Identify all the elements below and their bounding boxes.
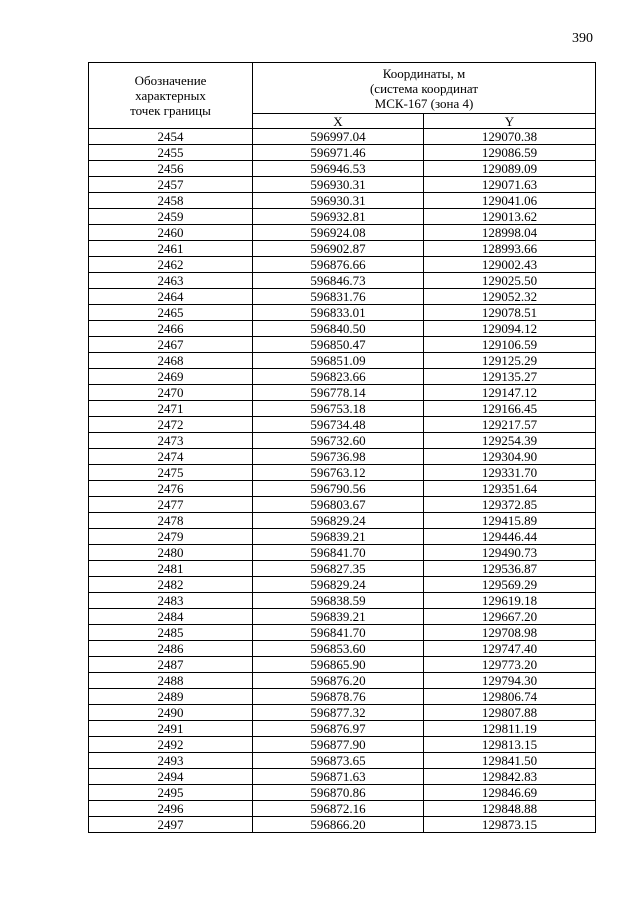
point-id-cell: 2490 — [89, 705, 253, 721]
y-coordinate-cell: 129747.40 — [424, 641, 596, 657]
table-row — [89, 753, 596, 769]
y-coordinate-cell: 129147.12 — [424, 385, 596, 401]
table-row — [89, 561, 596, 577]
x-coordinate-cell: 596829.24 — [253, 513, 424, 529]
x-coordinate-cell: 596971.46 — [253, 145, 424, 161]
point-id-cell: 2494 — [89, 769, 253, 785]
table-row — [89, 273, 596, 289]
point-id-cell: 2473 — [89, 433, 253, 449]
point-id-cell: 2463 — [89, 273, 253, 289]
point-id-cell: 2497 — [89, 817, 253, 833]
y-coordinate-cell: 129254.39 — [424, 433, 596, 449]
coords-header-line: МСК-167 (зона 4) — [374, 95, 474, 111]
y-coordinate-cell: 129070.38 — [424, 129, 596, 145]
y-coordinate-cell: 129619.18 — [424, 593, 596, 609]
y-coordinate-cell: 129106.59 — [424, 337, 596, 353]
x-coordinate-cell: 596870.86 — [253, 785, 424, 801]
table-row — [89, 417, 596, 433]
x-coordinate-cell: 596838.59 — [253, 593, 424, 609]
y-coordinate-cell: 129446.44 — [424, 529, 596, 545]
point-id-cell: 2454 — [89, 129, 253, 145]
y-coordinate-cell: 129135.27 — [424, 369, 596, 385]
x-coordinate-cell: 596866.20 — [253, 817, 424, 833]
coords-header-line: Координаты, м — [382, 65, 466, 81]
y-coordinate-cell: 129811.19 — [424, 721, 596, 737]
x-column-header: X — [253, 114, 424, 129]
point-id-cell: 2477 — [89, 497, 253, 513]
table-row — [89, 401, 596, 417]
point-id-cell: 2456 — [89, 161, 253, 177]
y-coordinate-cell: 129166.45 — [424, 401, 596, 417]
point-id-cell: 2480 — [89, 545, 253, 561]
y-coordinate-cell: 129773.20 — [424, 657, 596, 673]
x-coordinate-cell: 596823.66 — [253, 369, 424, 385]
x-coordinate-cell: 596734.48 — [253, 417, 424, 433]
x-coordinate-cell: 596930.31 — [253, 193, 424, 209]
point-id-cell: 2474 — [89, 449, 253, 465]
table-row — [89, 465, 596, 481]
y-coordinate-cell: 129331.70 — [424, 465, 596, 481]
point-id-cell: 2471 — [89, 401, 253, 417]
point-id-cell: 2464 — [89, 289, 253, 305]
x-coordinate-cell: 596839.21 — [253, 529, 424, 545]
x-coordinate-cell: 596850.47 — [253, 337, 424, 353]
x-coordinate-cell: 596803.67 — [253, 497, 424, 513]
point-id-cell: 2485 — [89, 625, 253, 641]
x-coordinate-cell: 596876.97 — [253, 721, 424, 737]
point-id-cell: 2467 — [89, 337, 253, 353]
y-coordinate-cell: 129667.20 — [424, 609, 596, 625]
x-coordinate-cell: 596876.66 — [253, 257, 424, 273]
y-coordinate-cell: 129071.63 — [424, 177, 596, 193]
y-coordinate-cell: 128993.66 — [424, 241, 596, 257]
x-coordinate-cell: 596902.87 — [253, 241, 424, 257]
point-id-cell: 2486 — [89, 641, 253, 657]
point-id-cell: 2484 — [89, 609, 253, 625]
x-coordinate-cell: 596853.60 — [253, 641, 424, 657]
table-row — [89, 817, 596, 833]
y-coordinate-cell: 129002.43 — [424, 257, 596, 273]
y-coordinate-cell: 129569.29 — [424, 577, 596, 593]
table-row — [89, 609, 596, 625]
point-id-cell: 2470 — [89, 385, 253, 401]
x-coordinate-cell: 596932.81 — [253, 209, 424, 225]
y-coordinate-cell: 129372.85 — [424, 497, 596, 513]
point-id-cell: 2455 — [89, 145, 253, 161]
x-coordinate-cell: 596736.98 — [253, 449, 424, 465]
point-id-cell: 2478 — [89, 513, 253, 529]
point-id-cell: 2491 — [89, 721, 253, 737]
y-coordinate-cell: 129490.73 — [424, 545, 596, 561]
table-header — [89, 63, 596, 129]
table-row — [89, 593, 596, 609]
table-row — [89, 657, 596, 673]
point-id-cell: 2492 — [89, 737, 253, 753]
y-column-header: Y — [424, 114, 596, 129]
x-coordinate-cell: 596877.90 — [253, 737, 424, 753]
y-coordinate-cell: 129873.15 — [424, 817, 596, 833]
y-coordinate-cell: 129125.29 — [424, 353, 596, 369]
point-id-cell: 2475 — [89, 465, 253, 481]
x-coordinate-cell: 596873.65 — [253, 753, 424, 769]
x-coordinate-cell: 596732.60 — [253, 433, 424, 449]
table-row — [89, 513, 596, 529]
x-coordinate-cell: 596753.18 — [253, 401, 424, 417]
table-row — [89, 289, 596, 305]
table-row — [89, 225, 596, 241]
point-header-line: характерных — [135, 88, 206, 103]
table-row — [89, 193, 596, 209]
x-coordinate-cell: 596865.90 — [253, 657, 424, 673]
y-coordinate-cell: 129536.87 — [424, 561, 596, 577]
x-coordinate-cell: 596851.09 — [253, 353, 424, 369]
point-id-cell: 2487 — [89, 657, 253, 673]
x-coordinate-cell: 596846.73 — [253, 273, 424, 289]
table-row — [89, 769, 596, 785]
table-row — [89, 449, 596, 465]
point-id-cell: 2493 — [89, 753, 253, 769]
table-row — [89, 209, 596, 225]
table-row — [89, 481, 596, 497]
table-row — [89, 529, 596, 545]
y-coordinate-cell: 129846.69 — [424, 785, 596, 801]
point-id-cell: 2460 — [89, 225, 253, 241]
y-coordinate-cell: 129807.88 — [424, 705, 596, 721]
x-coordinate-cell: 596876.20 — [253, 673, 424, 689]
point-id-cell: 2461 — [89, 241, 253, 257]
table-row — [89, 433, 596, 449]
point-id-cell: 2468 — [89, 353, 253, 369]
page-number: 390 — [572, 31, 593, 46]
x-coordinate-cell: 596878.76 — [253, 689, 424, 705]
table-row — [89, 385, 596, 401]
table-row — [89, 737, 596, 753]
point-id-cell: 2482 — [89, 577, 253, 593]
table-row — [89, 353, 596, 369]
coords-header-line: (система координат — [369, 80, 479, 96]
y-coordinate-cell: 129052.32 — [424, 289, 596, 305]
table-row — [89, 177, 596, 193]
table-row — [89, 689, 596, 705]
point-id-cell: 2488 — [89, 673, 253, 689]
y-coordinate-cell: 129078.51 — [424, 305, 596, 321]
x-coordinate-cell: 596763.12 — [253, 465, 424, 481]
point-id-cell: 2479 — [89, 529, 253, 545]
y-coordinate-cell: 129025.50 — [424, 273, 596, 289]
x-coordinate-cell: 596839.21 — [253, 609, 424, 625]
y-coordinate-cell: 129089.09 — [424, 161, 596, 177]
table-row — [89, 721, 596, 737]
point-id-cell: 2483 — [89, 593, 253, 609]
x-coordinate-cell: 596831.76 — [253, 289, 424, 305]
point-header-line: Обозначение — [134, 73, 207, 88]
point-designation-header — [89, 63, 253, 129]
table-row — [89, 257, 596, 273]
point-id-cell: 2481 — [89, 561, 253, 577]
table-row — [89, 577, 596, 593]
point-id-cell: 2465 — [89, 305, 253, 321]
y-coordinate-cell: 129848.88 — [424, 801, 596, 817]
table-row — [89, 545, 596, 561]
x-coordinate-cell: 596827.35 — [253, 561, 424, 577]
x-coordinate-cell: 596872.16 — [253, 801, 424, 817]
y-coordinate-cell: 129708.98 — [424, 625, 596, 641]
y-coordinate-cell: 129086.59 — [424, 145, 596, 161]
table-row — [89, 625, 596, 641]
x-coordinate-cell: 596778.14 — [253, 385, 424, 401]
x-coordinate-cell: 596841.70 — [253, 625, 424, 641]
x-coordinate-cell: 596790.56 — [253, 481, 424, 497]
point-id-cell: 2495 — [89, 785, 253, 801]
table-row — [89, 801, 596, 817]
y-coordinate-cell: 129415.89 — [424, 513, 596, 529]
table-row — [89, 241, 596, 257]
table-row — [89, 129, 596, 145]
point-id-cell: 2466 — [89, 321, 253, 337]
point-id-cell: 2469 — [89, 369, 253, 385]
table-row — [89, 785, 596, 801]
table-body — [89, 129, 596, 833]
x-coordinate-cell: 596840.50 — [253, 321, 424, 337]
table-row — [89, 641, 596, 657]
x-coordinate-cell: 596930.31 — [253, 177, 424, 193]
table-row — [89, 145, 596, 161]
x-coordinate-cell: 596871.63 — [253, 769, 424, 785]
y-coordinate-cell: 128998.04 — [424, 225, 596, 241]
x-coordinate-cell: 596829.24 — [253, 577, 424, 593]
y-coordinate-cell: 129217.57 — [424, 417, 596, 433]
point-id-cell: 2472 — [89, 417, 253, 433]
point-id-cell: 2459 — [89, 209, 253, 225]
table-row — [89, 337, 596, 353]
point-id-cell: 2489 — [89, 689, 253, 705]
table-row — [89, 369, 596, 385]
y-coordinate-cell: 129841.50 — [424, 753, 596, 769]
y-coordinate-cell: 129794.30 — [424, 673, 596, 689]
point-id-cell: 2496 — [89, 801, 253, 817]
x-coordinate-cell: 596877.32 — [253, 705, 424, 721]
x-coordinate-cell: 596833.01 — [253, 305, 424, 321]
table-row — [89, 497, 596, 513]
y-coordinate-cell: 129813.15 — [424, 737, 596, 753]
y-coordinate-cell: 129806.74 — [424, 689, 596, 705]
table-row — [89, 321, 596, 337]
x-coordinate-cell: 596997.04 — [253, 129, 424, 145]
y-coordinate-cell: 129013.62 — [424, 209, 596, 225]
y-coordinate-cell: 129041.06 — [424, 193, 596, 209]
y-coordinate-cell: 129094.12 — [424, 321, 596, 337]
point-id-cell: 2476 — [89, 481, 253, 497]
point-id-cell: 2458 — [89, 193, 253, 209]
coordinates-table — [88, 62, 596, 833]
coordinates-header — [253, 63, 596, 114]
y-coordinate-cell: 129351.64 — [424, 481, 596, 497]
table-row — [89, 305, 596, 321]
table-row — [89, 673, 596, 689]
point-id-cell: 2462 — [89, 257, 253, 273]
table-row — [89, 161, 596, 177]
x-coordinate-cell: 596946.53 — [253, 161, 424, 177]
point-header-line: точек границы — [130, 103, 211, 118]
y-coordinate-cell: 129842.83 — [424, 769, 596, 785]
table-row — [89, 705, 596, 721]
y-coordinate-cell: 129304.90 — [424, 449, 596, 465]
x-coordinate-cell: 596841.70 — [253, 545, 424, 561]
x-coordinate-cell: 596924.08 — [253, 225, 424, 241]
point-id-cell: 2457 — [89, 177, 253, 193]
